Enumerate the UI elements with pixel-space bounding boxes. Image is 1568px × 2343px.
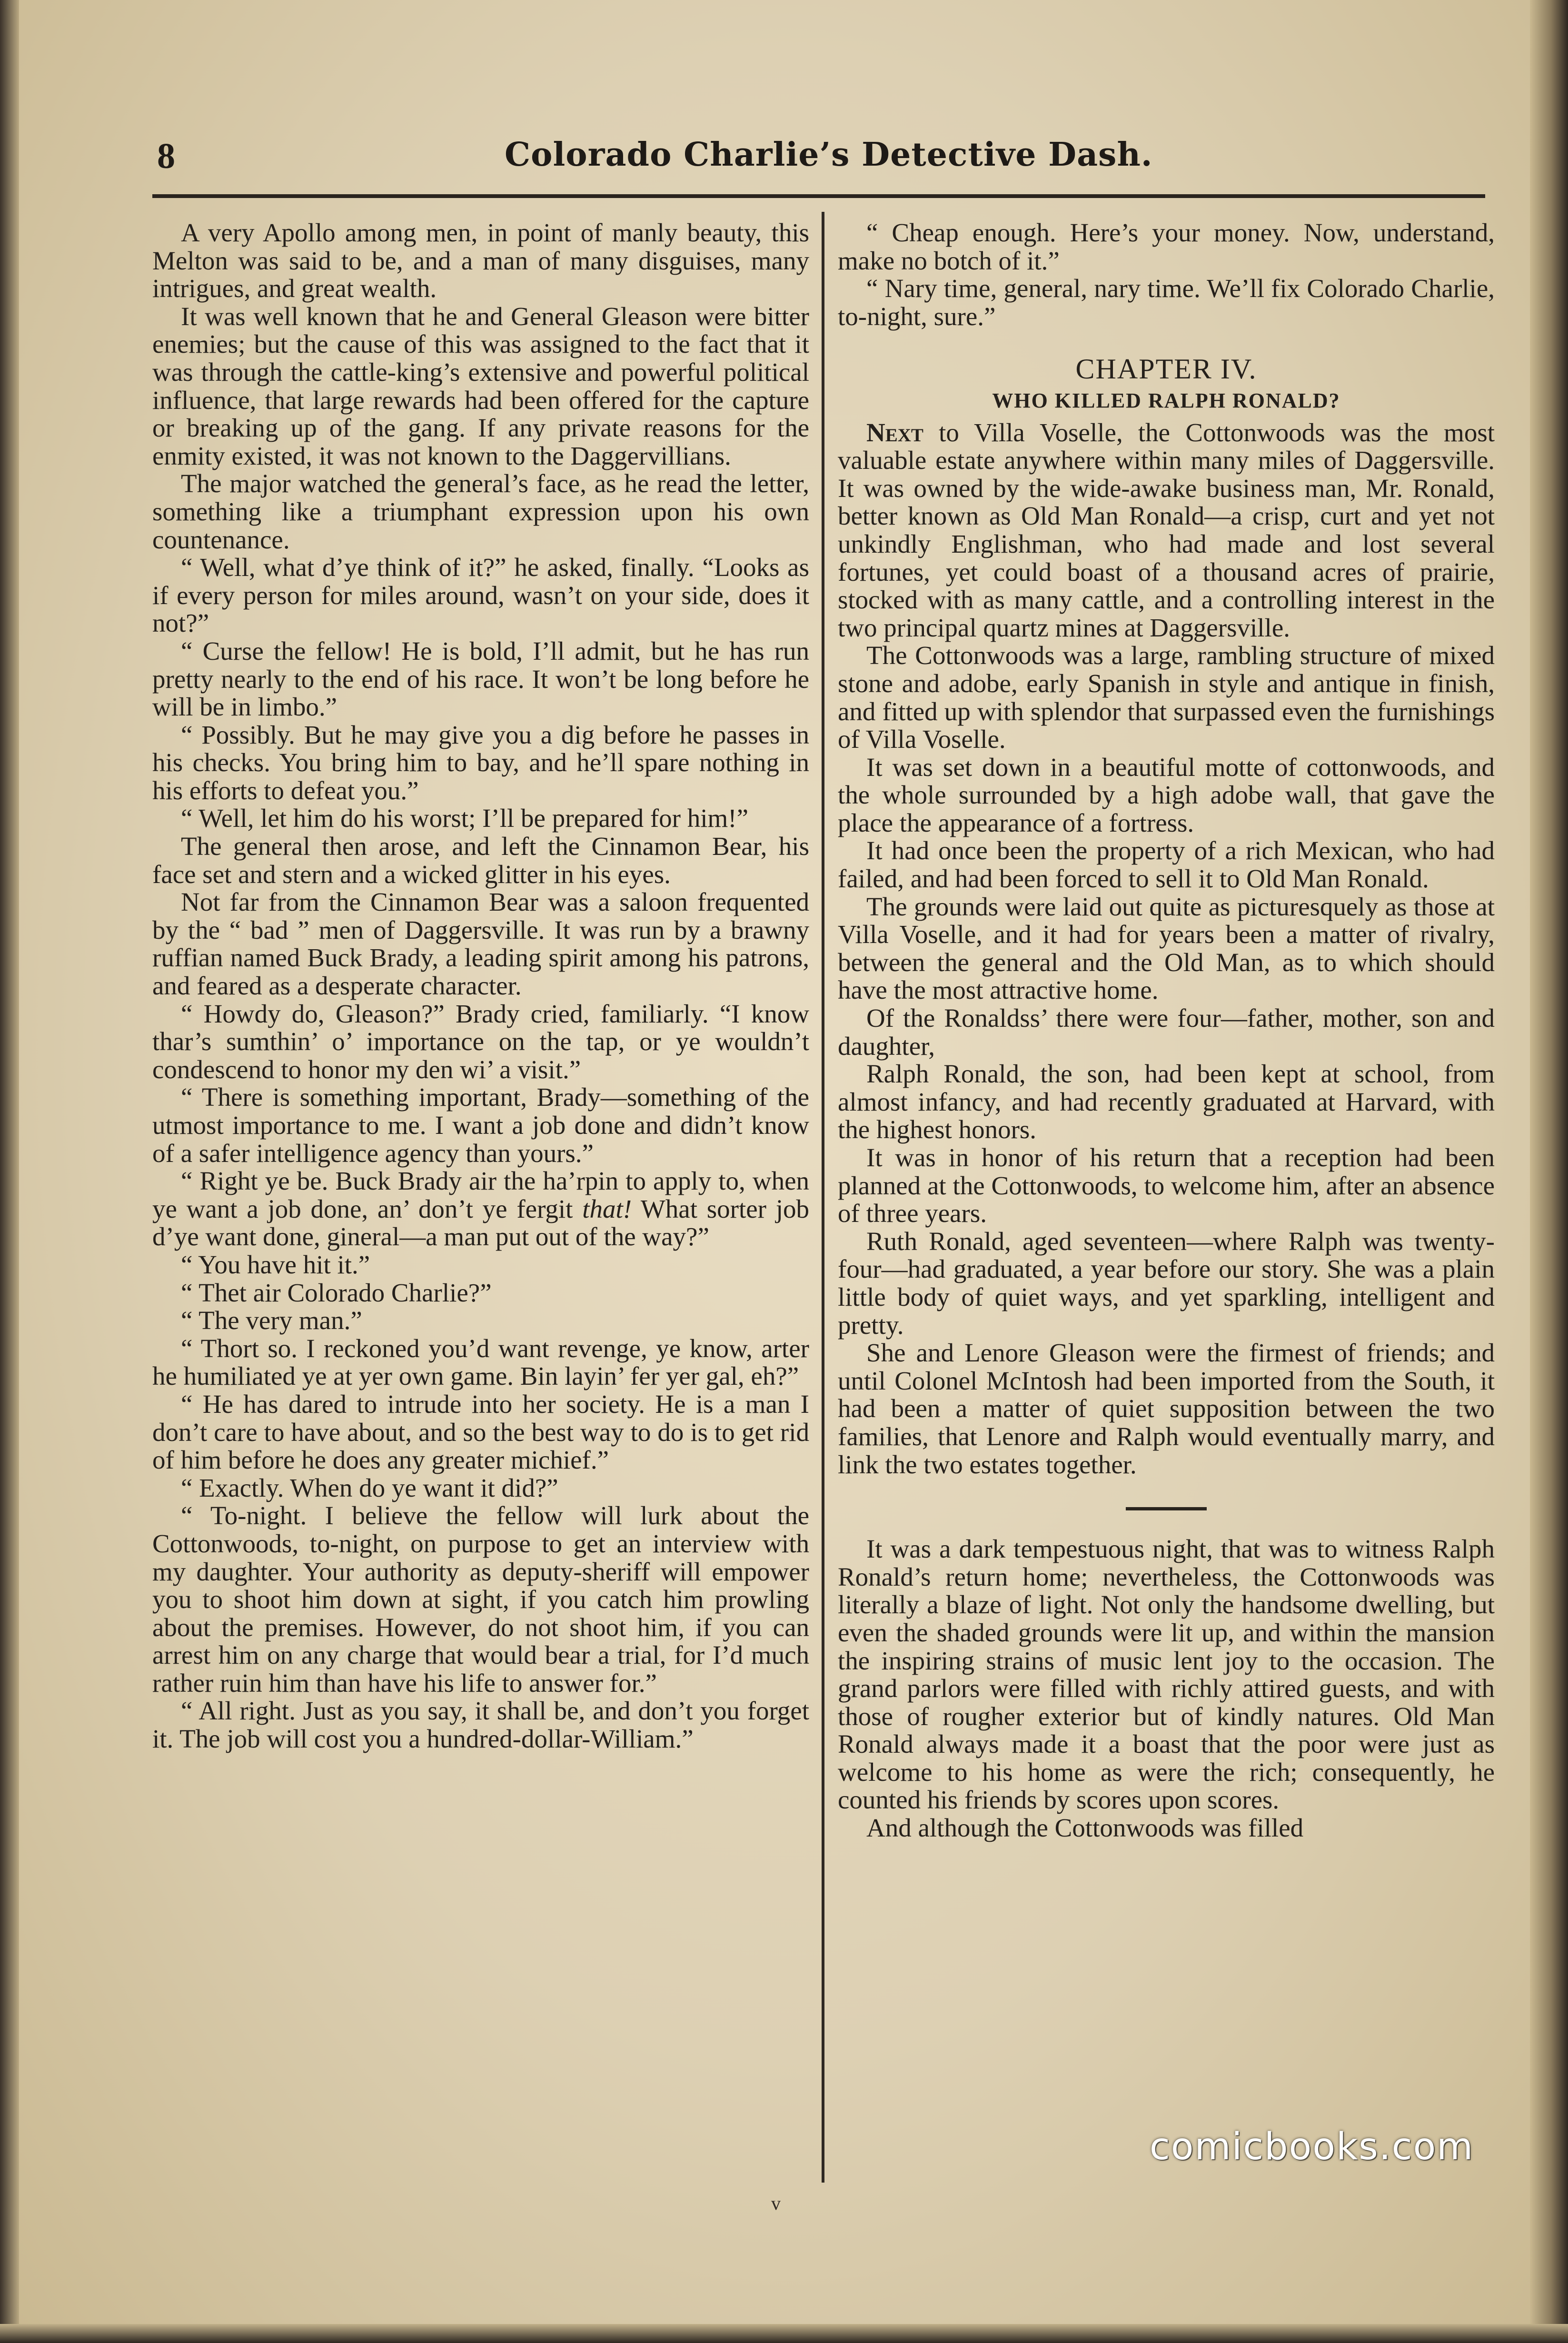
paragraph: The major watched the general’s face, as he read the letter, something like a triumphant expression upon his own countenance. — [152, 469, 809, 554]
paragraph: It had once been the property of a rich Mexican, who had failed, and had been forced to sell it to Old Man Ronald. — [838, 836, 1495, 894]
emphasis-text: that! — [582, 1194, 632, 1223]
paragraph-text: to Villa Voselle, the Cottonwoods was the most valuable estate anywhere within many miles of Daggersville. It was owned by the wide-awake business man, Mr. Ronald, better known as Old Man Ronald—a crisp, curt and yet not unkindly Englishman, who had made and lost several fortunes, yet could boast of a thousand acres of prairie, stocked with as many cattle, and a controlling interest in the two principal quartz mines at Daggersville. — [838, 417, 1495, 642]
paragraph: “ He has dared to intrude into her society. He is a man I don’t care to have about, and so the best way to do is to get rid of him before he does any greater michief.” — [152, 1389, 809, 1475]
dialogue-paragraph: “ Cheap enough. Here’s your money. Now, understand, make no botch of it.” — [838, 218, 1495, 275]
paragraph: “ Curse the fellow! He is bold, I’ll admit, but he has run pretty nearly to the end of his race. It won’t be long before he will be in limbo.” — [152, 636, 809, 722]
opening-word: Next — [866, 417, 923, 447]
chapter-subtitle: WHO KILLED RALPH RONALD? — [992, 388, 1340, 412]
right-column — [838, 219, 1495, 1842]
paragraph: “ Howdy do, Gleason?” Brady cried, familiarly. “I know thar’s sumthin’ o’ importance on the tap, or ye wouldn’t condescend to honor my den wi’ a visit.” — [152, 999, 809, 1084]
print-mark: v — [771, 2193, 781, 2214]
paragraph: “ Well, let him do his worst; I’ll be prepared for him!” — [181, 804, 749, 833]
paragraph-text: What sorter job d’ye want done, gineral—a man put out of the way?” — [152, 1194, 810, 1251]
chapter-title: CHAPTER IV. — [1075, 353, 1257, 385]
paragraph — [152, 1167, 809, 1251]
site-watermark: comicbooks.com — [1150, 2125, 1474, 2168]
paragraph: It was set down in a beautiful motte of cottonwoods, and the whole surrounded by a high adobe wall, that gave the place the appearance of a fortress. — [838, 752, 1495, 837]
section-break-rule — [1126, 1507, 1207, 1510]
paragraph: “ Thet air Colorado Charlie?” — [181, 1278, 492, 1307]
paragraph: “ You have hit it.” — [181, 1250, 370, 1279]
paragraph: The general then arose, and left the Cinnamon Bear, his face set and stern and a wicked glitter in his eyes. — [152, 832, 809, 889]
paragraph: Of the Ronaldss’ there were four—father, mother, son and daughter, — [838, 1003, 1495, 1061]
paragraph: “ The very man.” — [181, 1306, 362, 1335]
paragraph: Ruth Ronald, aged seventeen—where Ralph was twenty-four—had graduated, a year before our story. She was a plain little body of quiet ways, and yet sparkling, intelligent and pretty. — [838, 1226, 1495, 1340]
paragraph: “ All right. Just as you say, it shall be, and don’t you forget it. The job will cost you a hundred-dollar-William.” — [152, 1696, 809, 1754]
paragraph: It was well known that he and General Gleason were bitter enemies; but the cause of this was assigned to the fact that it was through the cattle-king’s extensive and powerful political influence, that large rewards had been offered for the capture or breaking up of the gang. If any private reasons for the enmity existed, it was not known to the Daggervillians. — [152, 301, 809, 470]
page-bottom-edge — [0, 2324, 1568, 2343]
page-left-edge — [0, 0, 19, 2343]
paragraph: “ There is something important, Brady—something of the utmost importance to me. I want a job done and didn’t know of a safer intelligence agency than yours.” — [152, 1082, 809, 1168]
paragraph: A very Apollo among men, in point of manly beauty, this Melton was said to be, and a man of many disguises, many intrigues, and great wealth. — [152, 218, 809, 303]
paragraph — [838, 419, 1495, 642]
dialogue-paragraph: “ Nary time, general, nary time. We’ll fix Colorado Charlie, to-night, sure.” — [838, 274, 1495, 331]
column-divider — [822, 212, 824, 2183]
page-right-edge — [1530, 0, 1568, 2343]
paragraph: “ Exactly. When do ye want it did?” — [181, 1473, 558, 1502]
paragraph: It was a dark tempestuous night, that was to witness Ralph Ronald’s return home; nevertheless, the Cottonwoods was literally a blaze of light. Not only the handsome dwelling, but even the shaded grounds were lit up, and within the mansion the inspiring strains of music lent joy to the occasion. The grand parlors were filled with richly attired guests, and with those of rougher exterior but of kindly natures. Old Man Ronald always made it a boast that the poor were just as welcome to his home as were the rich; consequently, he counted his friends by scores upon scores. — [838, 1534, 1495, 1815]
paragraph: It was in honor of his return that a reception had been planned at the Cottonwoods, to welcome him, after an absence of three years. — [838, 1143, 1495, 1228]
paragraph: “ Thort so. I reckoned you’d want revenge, ye know, arter he humiliated ye at yer own game. Bin layin’ fer yer gal, eh?” — [152, 1333, 809, 1391]
paragraph: Ralph Ronald, the son, had been kept at school, from almost infancy, and had recently graduated at Harvard, with the highest honors. — [838, 1059, 1495, 1144]
left-column — [152, 219, 809, 1753]
paragraph: “ Possibly. But he may give you a dig before he passes in his checks. You bring him to bay, and he’ll spare nothing in his efforts to defeat you.” — [152, 720, 809, 805]
paragraph: Not far from the Cinnamon Bear was a saloon frequented by the “ bad ” men of Daggersville. It was run by a brawny ruffian named Buck Brady, a leading spirit among his patrons, and feared as a desperate character. — [152, 887, 809, 1001]
paragraph: “ Well, what d’ye think of it?” he asked, finally. “Looks as if every person for miles around, wasn’t on your side, does it not?” — [152, 553, 809, 638]
page-number: 8 — [157, 136, 175, 176]
paragraph-text: “ Right ye be. Buck Brady air the ha’rpin to apply to, when ye want a job done, an’ don’t ye fergit — [152, 1166, 809, 1223]
paragraph: “ To-night. I believe the fellow will lurk about the Cottonwoods, to-night, on purpose to get an interview with my daughter. Your authority as deputy-sheriff will empower you to shoot him down at sight, if you catch him prowling about the premises. However, do not shoot him, if you can arrest him on any charge that would bear a trial, for I’d much rather ruin him than have his life to answer for.” — [152, 1501, 809, 1698]
paragraph: The Cottonwoods was a large, rambling structure of mixed stone and adobe, early Spanish in style and antique in finish, and fitted up with splendor that surpassed even the furnishings of Villa Voselle. — [838, 641, 1495, 754]
running-title: Colorado Charlie’s Detective Dash. — [505, 136, 1153, 174]
paragraph: She and Lenore Gleason were the firmest of friends; and until Colonel McIntosh had been imported from the South, it had been a matter of quiet supposition between the two families, that Lenore and Ralph would eventually marry, and link the two estates together. — [838, 1338, 1495, 1479]
paragraph: And although the Cottonwoods was filled — [866, 1813, 1304, 1843]
header-rule — [152, 194, 1485, 198]
paragraph: The grounds were laid out quite as picturesquely as those at Villa Voselle, and it had for years been a matter of rivalry, between the general and the Old Man, as to which should have the most attractive home. — [838, 892, 1495, 1005]
